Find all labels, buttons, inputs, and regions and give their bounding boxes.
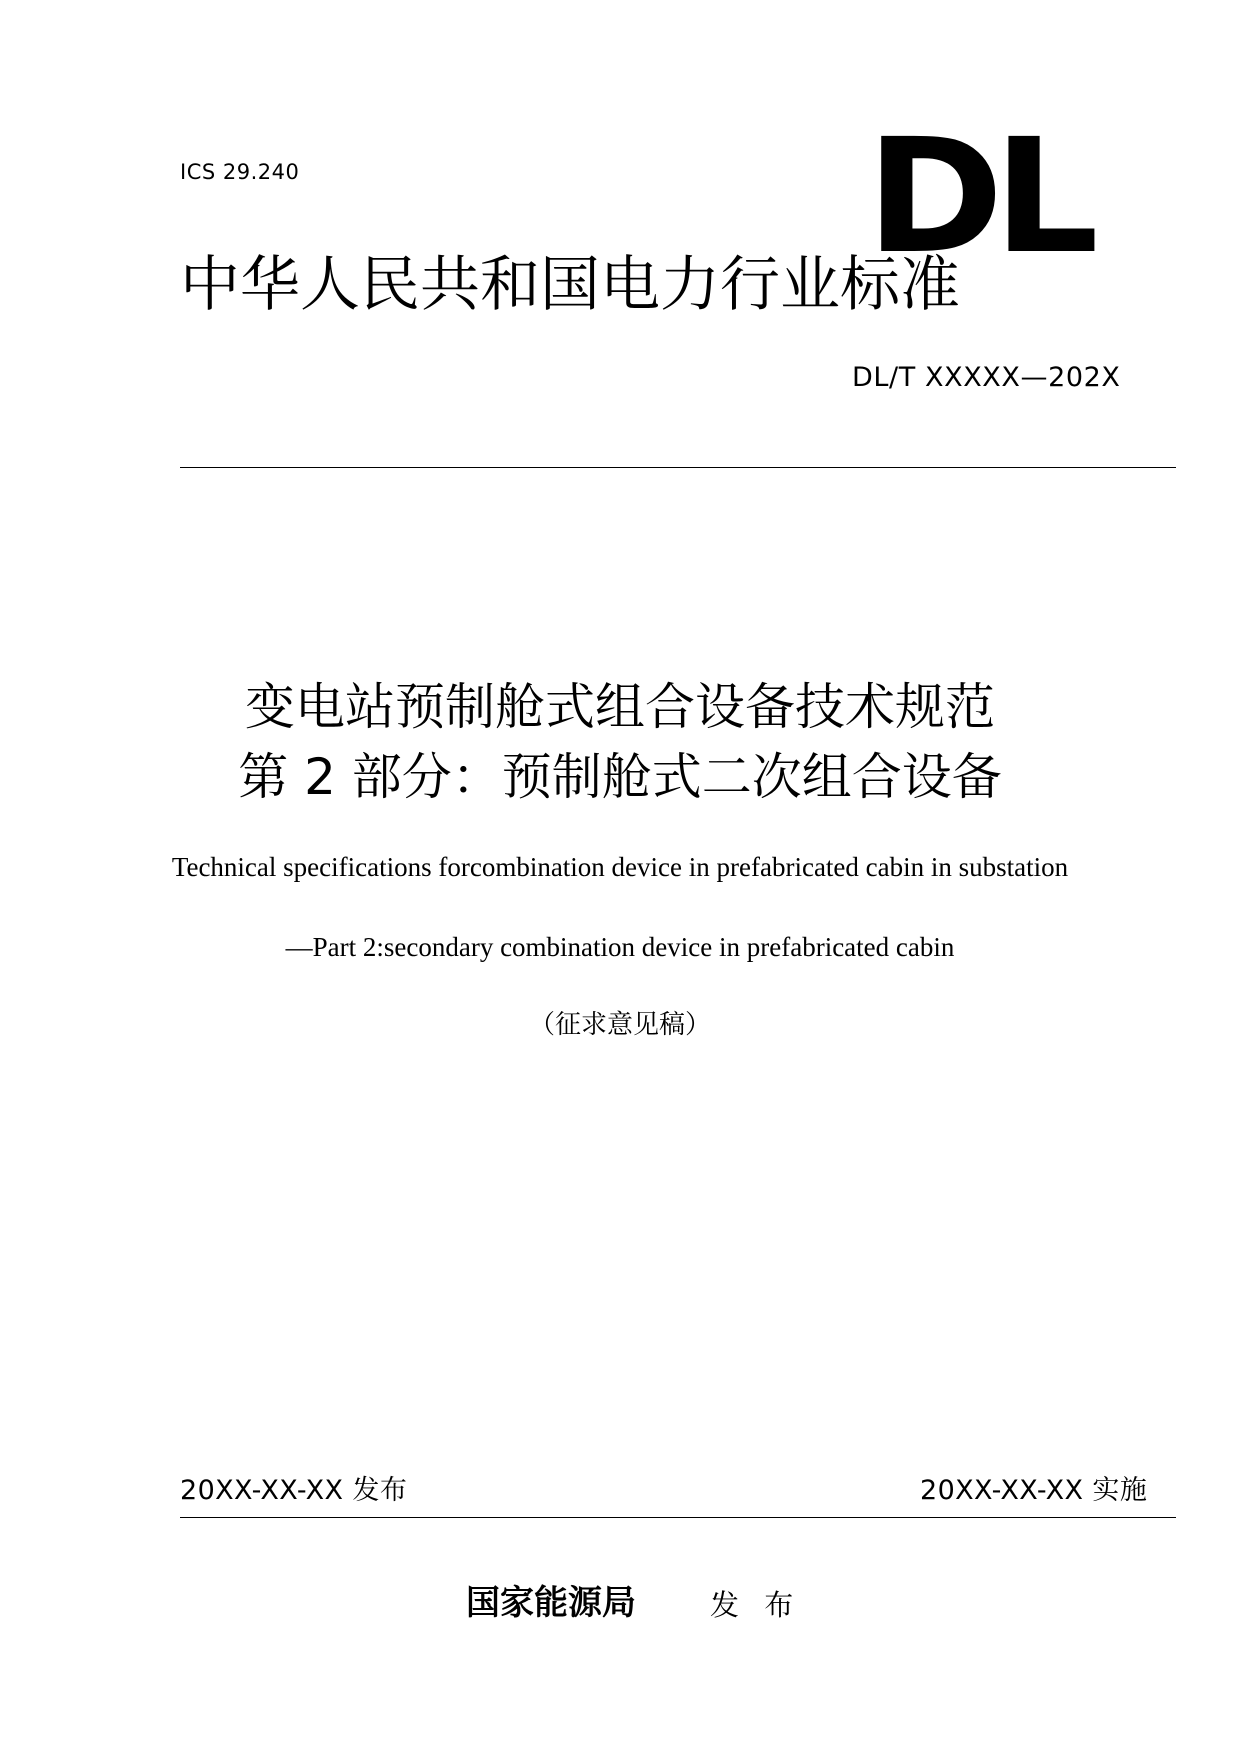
issue-label: 发 布 [710,1588,802,1622]
draft-status: （征求意见稿） [528,1010,711,1040]
title-en-line-2: —Part 2:secondary combination device in prefabricated cabin [285,932,955,962]
ics-code: ICS 29.240 [180,160,300,184]
title-cn-line-1: 变电站预制舱式组合设备技术规范 [245,678,995,736]
dl-logo: DL [866,105,1089,289]
title-en-line-1: Technical specifications forcombination device in prefabricated cabin in substation [171,852,1069,882]
bottom-divider [180,1517,1176,1518]
title-cn-line-2: 第 2 部分：预制舱式二次组合设备 [238,748,1002,806]
top-divider [180,467,1176,468]
implementation-date: 20XX-XX-XX 实施 [920,1475,1148,1506]
release-date: 20XX-XX-XX 发布 [180,1475,408,1506]
standard-name: 中华人民共和国电力行业标准 [180,250,960,320]
standard-code: DL/T XXXXX—202X [852,362,1121,393]
issuer-name: 国家能源局 [466,1583,636,1623]
